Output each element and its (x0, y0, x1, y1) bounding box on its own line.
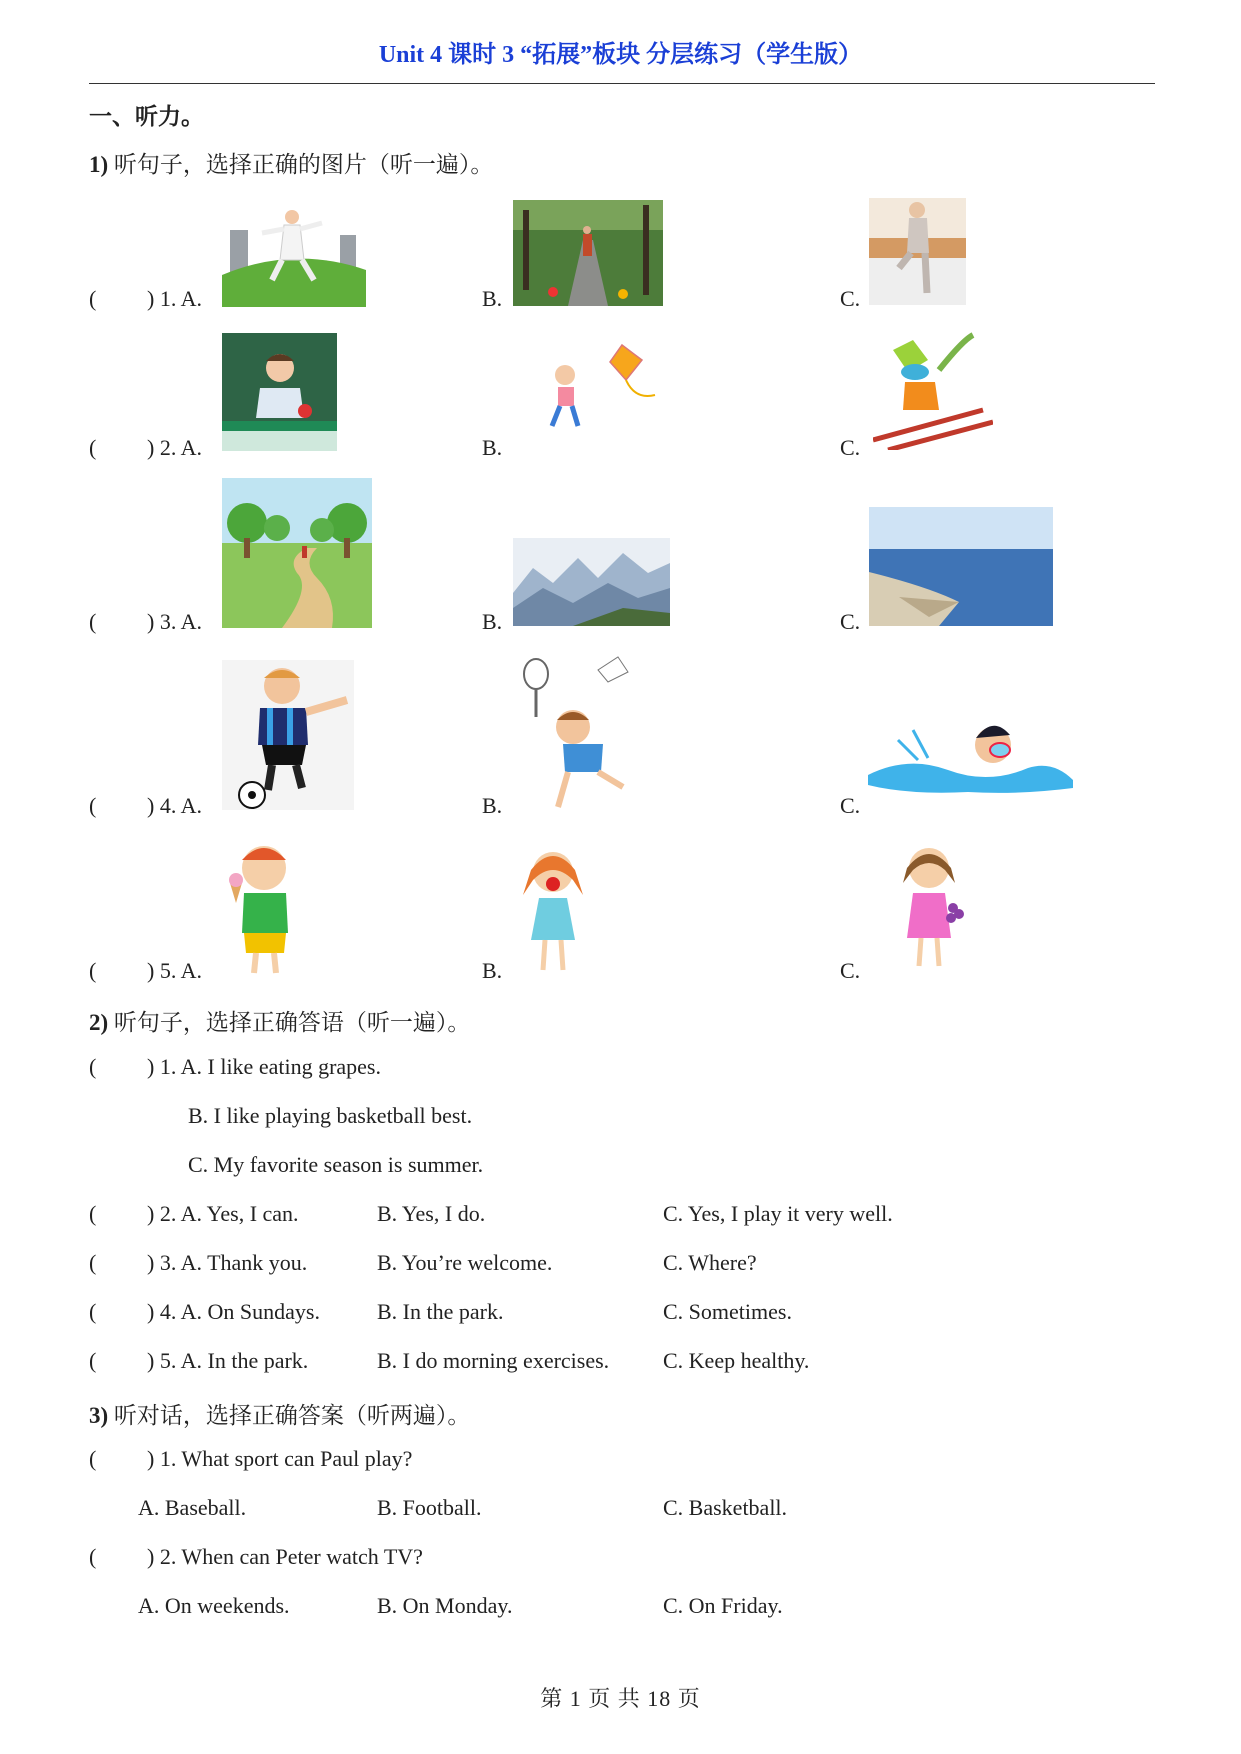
p1-q4-option-b: B. (482, 793, 503, 818)
part3-instruction: 听对话，选择正确答案（听两遍）。 (113, 1403, 471, 1428)
p1-q1-option-b: B. (482, 286, 503, 311)
p3-q1-option-c: C. Basketball. (663, 1495, 788, 1520)
p1-q2-option-b: B. (482, 435, 503, 460)
answer-bracket[interactable]: ( (89, 1446, 97, 1471)
answer-bracket[interactable]: ( (89, 1201, 97, 1226)
p1-q4-option-c: C. (840, 793, 861, 818)
p1-q3-option-c: C. (840, 609, 861, 634)
page-title: Unit 4 课时 3 “拓展”板块 分层练习（学生版） (378, 42, 863, 68)
mountains-image[interactable] (513, 538, 670, 626)
p2-q5-option-c: C. Keep healthy. (663, 1348, 810, 1373)
answer-bracket[interactable]: ( (89, 793, 97, 818)
section-heading: 一、听力。 (89, 104, 204, 129)
p1-q1-label: ) 1. A. (147, 286, 202, 311)
p3-q2-option-c: C. On Friday. (663, 1593, 783, 1618)
part1-instruction: 听句子，选择正确的图片（听一遍）。 (113, 152, 494, 177)
p1-q5-option-c: C. (840, 958, 861, 983)
part3-heading (89, 1397, 470, 1430)
part2-instruction: 听句子，选择正确答语（听一遍）。 (113, 1010, 471, 1035)
answer-bracket[interactable]: ( (89, 1348, 97, 1373)
park-path-image[interactable] (222, 478, 372, 628)
p2-q3-option-b: B. You’re welcome. (377, 1250, 553, 1275)
p3-q1-option-b: B. Football. (377, 1495, 482, 1520)
p1-q1-option-c: C. (840, 286, 861, 311)
p2-q5-option-b: B. I do morning exercises. (377, 1348, 610, 1373)
p2-q2-option-c: C. Yes, I play it very well. (663, 1201, 893, 1226)
p3-q1-question: ) 1. What sport can Paul play? (147, 1446, 413, 1471)
part2-number: 2) (89, 1010, 109, 1035)
grape-girl-image[interactable] (895, 838, 967, 973)
p2-q4-option-b: B. In the park. (377, 1299, 504, 1324)
p1-q2-option-c: C. (840, 435, 861, 460)
part3-number: 3) (89, 1403, 109, 1428)
p2-q1-option-c: C. My favorite season is summer. (188, 1152, 484, 1177)
p2-q4-option-c: C. Sometimes. (663, 1299, 792, 1324)
answer-bracket[interactable]: ( (89, 1054, 97, 1079)
lake-shore-image[interactable] (869, 507, 1053, 626)
badminton-boy-image[interactable] (513, 652, 638, 812)
p2-q3-option-a: ) 3. A. Thank you. (147, 1250, 308, 1275)
p3-q2-option-a: A. On weekends. (138, 1593, 290, 1618)
skiing-kid-image[interactable] (873, 330, 993, 450)
part2-heading (89, 1004, 470, 1037)
answer-bracket[interactable]: ( (89, 1250, 97, 1275)
answer-bracket[interactable]: ( (89, 1299, 97, 1324)
p1-q5-option-b: B. (482, 958, 503, 983)
juggling-man-park-image[interactable] (513, 200, 663, 306)
p2-q5-option-a: ) 5. A. In the park. (147, 1348, 309, 1373)
p3-q2-question: ) 2. When can Peter watch TV? (147, 1544, 423, 1569)
p2-q4-option-a: ) 4. A. On Sundays. (147, 1299, 320, 1324)
p2-q1-option-a: ) 1. A. I like eating grapes. (147, 1054, 381, 1079)
answer-bracket[interactable]: ( (89, 609, 97, 634)
swimming-kid-image[interactable] (868, 700, 1073, 800)
p3-q2-option-b: B. On Monday. (377, 1593, 513, 1618)
soccer-boy-image[interactable] (222, 660, 354, 810)
answer-bracket[interactable]: ( (89, 435, 97, 460)
ping-pong-player-image[interactable] (222, 333, 337, 451)
ice-cream-boy-image[interactable] (222, 838, 297, 978)
part1-number: 1) (89, 152, 109, 177)
p2-q2-option-a: ) 2. A. Yes, I can. (147, 1201, 299, 1226)
page-footer: 第 1 页 共 18 页 (540, 1686, 701, 1711)
p3-q1-option-a: A. Baseball. (138, 1495, 247, 1520)
p2-q1-option-b: B. I like playing basketball best. (188, 1103, 473, 1128)
p2-q2-option-b: B. Yes, I do. (377, 1201, 486, 1226)
kite-boy-image[interactable] (530, 340, 660, 440)
answer-bracket[interactable]: ( (89, 1544, 97, 1569)
p1-q5-label: ) 5. A. (147, 958, 202, 983)
title-divider (89, 83, 1155, 84)
tai-chi-man-image[interactable] (222, 205, 366, 307)
p1-q2-label: ) 2. A. (147, 435, 202, 460)
answer-bracket[interactable]: ( (89, 958, 97, 983)
old-man-exercise-image[interactable] (869, 198, 966, 305)
p1-q3-label: ) 3. A. (147, 609, 202, 634)
p2-q3-option-c: C. Where? (663, 1250, 757, 1275)
p1-q4-label: ) 4. A. (147, 793, 202, 818)
apple-girl-image[interactable] (513, 840, 593, 980)
p1-q3-option-b: B. (482, 609, 503, 634)
part1-heading (89, 146, 493, 179)
answer-bracket[interactable]: ( (89, 286, 97, 311)
